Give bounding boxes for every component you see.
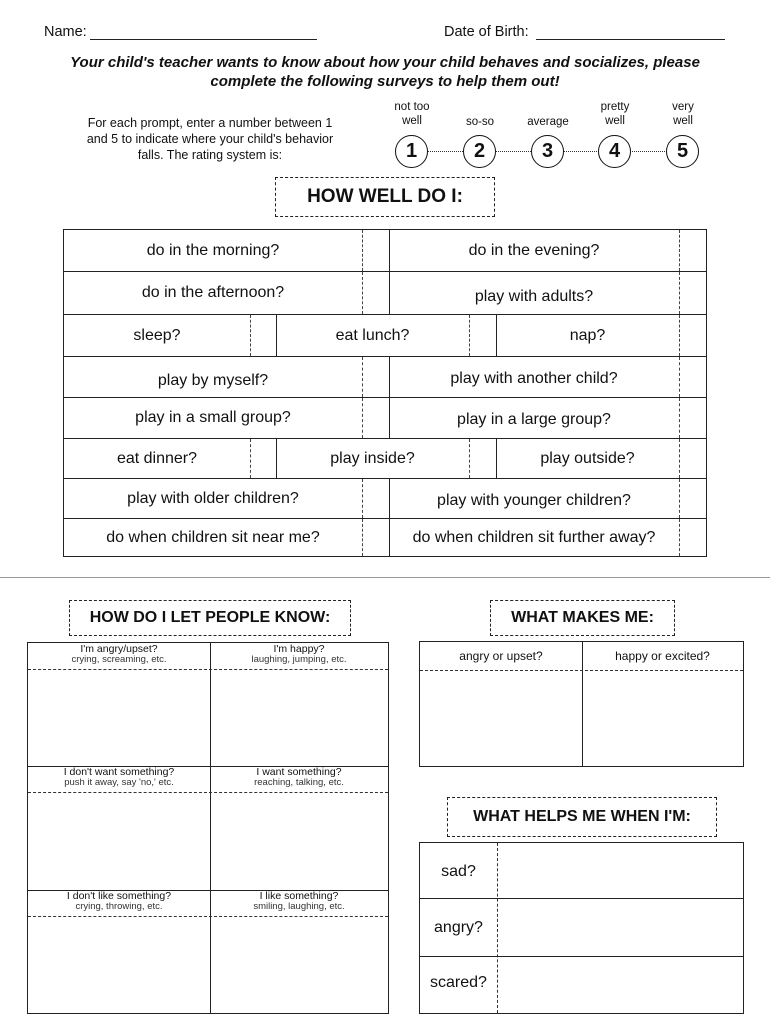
let-know-title: HOW DO I LET PEOPLE KNOW: [69,600,351,636]
prompt-morning: do in the morning? [146,241,280,259]
rating-input-sleep[interactable] [250,315,276,357]
rating-circle-2: 2 [463,135,496,168]
prompt-evening: do in the evening? [468,241,600,259]
rating-input-adults[interactable] [679,272,706,315]
prompt-sit-near: do when children sit near me? [106,528,320,546]
rating-input-younger-children[interactable] [679,479,706,519]
let-know-cell-dont-want: I don't want something? push it away, say 'no,' etc. [63,766,175,788]
let-know-cell-like: I like something? smiling, laughing, etc. [253,890,345,912]
let-know-input-dont-want[interactable] [28,793,210,890]
makes-me-input-angry[interactable] [420,671,582,766]
how-well-row-6 [64,438,706,478]
prompt-younger-children: play with younger children? [437,491,631,509]
prompt-afternoon: do in the afternoon? [141,284,285,301]
let-know-cell-happy: I'm happy? laughing, jumping, etc. [251,643,347,665]
let-know-table [27,642,389,1014]
rating-input-lunch[interactable] [469,315,496,357]
how-well-row-4 [64,356,706,397]
rating-input-inside[interactable] [469,439,496,479]
how-well-table [63,229,707,557]
dob-label: Date of Birth: [444,24,529,40]
intro-line-2: complete the following surveys to help them out! [210,73,560,90]
rating-input-older-children[interactable] [362,479,389,519]
helps-me-scared-label: scared? [430,974,487,991]
prompt-sleep: sleep? [133,326,181,344]
rating-circle-3: 3 [531,135,564,168]
helps-me-input-sad[interactable] [498,843,743,898]
let-know-input-angry[interactable] [28,670,210,766]
helps-me-input-angry[interactable] [498,899,743,956]
prompt-myself: play by myself? [157,372,269,389]
prompt-sit-further: do when children sit further away? [412,528,656,546]
prompt-lunch: eat lunch? [335,326,410,344]
prompt-dinner: eat dinner? [116,449,198,467]
makes-me-title: WHAT MAKES ME: [490,600,675,636]
rating-circle-4: 4 [598,135,631,168]
rating-circle-5: 5 [666,135,699,168]
rating-input-evening[interactable] [679,230,706,271]
let-know-input-happy[interactable] [210,670,388,766]
helps-me-title: WHAT HELPS ME WHEN I'M: [447,797,717,837]
dob-field[interactable] [536,39,725,40]
how-well-row-7 [64,478,706,518]
instr-line-2: and 5 to indicate where your child's behavior [86,132,334,146]
how-well-row-5 [64,397,706,438]
intro-line-1: Your child's teacher wants to know about how your child behaves and socializes, please [70,54,700,71]
rating-circle-1: 1 [395,135,428,168]
makes-me-table [419,641,744,767]
makes-me-angry-label: angry or upset? [459,649,543,663]
rating-input-dinner[interactable] [250,439,276,479]
prompt-another-child: play with another child? [450,370,618,387]
scale-label-2: so-so [465,116,495,128]
helps-me-sad-label: sad? [441,863,476,880]
name-field[interactable] [90,39,317,40]
prompt-nap: nap? [569,326,606,344]
let-know-input-dont-like[interactable] [28,917,210,1013]
rating-input-outside[interactable] [679,439,706,479]
how-well-row-1 [64,230,706,271]
rating-input-sit-near[interactable] [362,519,389,557]
section-divider [0,577,770,578]
prompt-adults: play with adults? [474,288,594,305]
makes-me-input-happy[interactable] [582,671,743,766]
rating-input-morning[interactable] [362,230,389,271]
name-label: Name: [44,24,87,40]
prompt-inside: play inside? [330,449,415,467]
prompt-older-children: play with older children? [127,489,299,507]
rating-scale [385,100,715,180]
scale-label-4: pretty well [600,101,630,127]
rating-input-myself[interactable] [362,357,389,398]
how-well-row-2 [64,271,706,314]
helps-me-table [419,842,744,1014]
helps-me-angry-label: angry? [434,919,483,936]
scale-label-5: very well [672,101,694,127]
how-well-title: HOW WELL DO I: [275,177,495,217]
how-well-row-8 [64,518,706,556]
rating-input-large-group[interactable] [679,398,706,439]
instr-line-1: For each prompt, enter a number between 1 [87,116,333,130]
let-know-cell-dont-like: I don't like something? crying, throwing, etc. [66,890,172,912]
rating-instructions [62,115,358,163]
rating-input-another-child[interactable] [679,357,706,398]
let-know-cell-want: I want something? reaching, talking, etc. [254,766,344,788]
prompt-small-group: play in a small group? [135,409,291,426]
rating-input-afternoon[interactable] [362,272,389,315]
how-well-row-3 [64,314,706,356]
scale-label-1: not too well [394,101,430,127]
makes-me-happy-label: happy or excited? [615,649,710,663]
rating-input-sit-further[interactable] [679,519,706,557]
rating-input-nap[interactable] [679,315,706,357]
let-know-input-like[interactable] [210,917,388,1013]
rating-input-small-group[interactable] [362,398,389,439]
instr-line-3: falls. The rating system is: [137,148,283,162]
helps-me-input-scared[interactable] [498,957,743,1013]
let-know-cell-angry: I'm angry/upset? crying, screaming, etc. [71,643,167,665]
prompt-large-group: play in a large group? [457,411,611,428]
scale-label-3: average [527,116,569,128]
let-know-input-want[interactable] [210,793,388,890]
prompt-outside: play outside? [540,449,635,467]
